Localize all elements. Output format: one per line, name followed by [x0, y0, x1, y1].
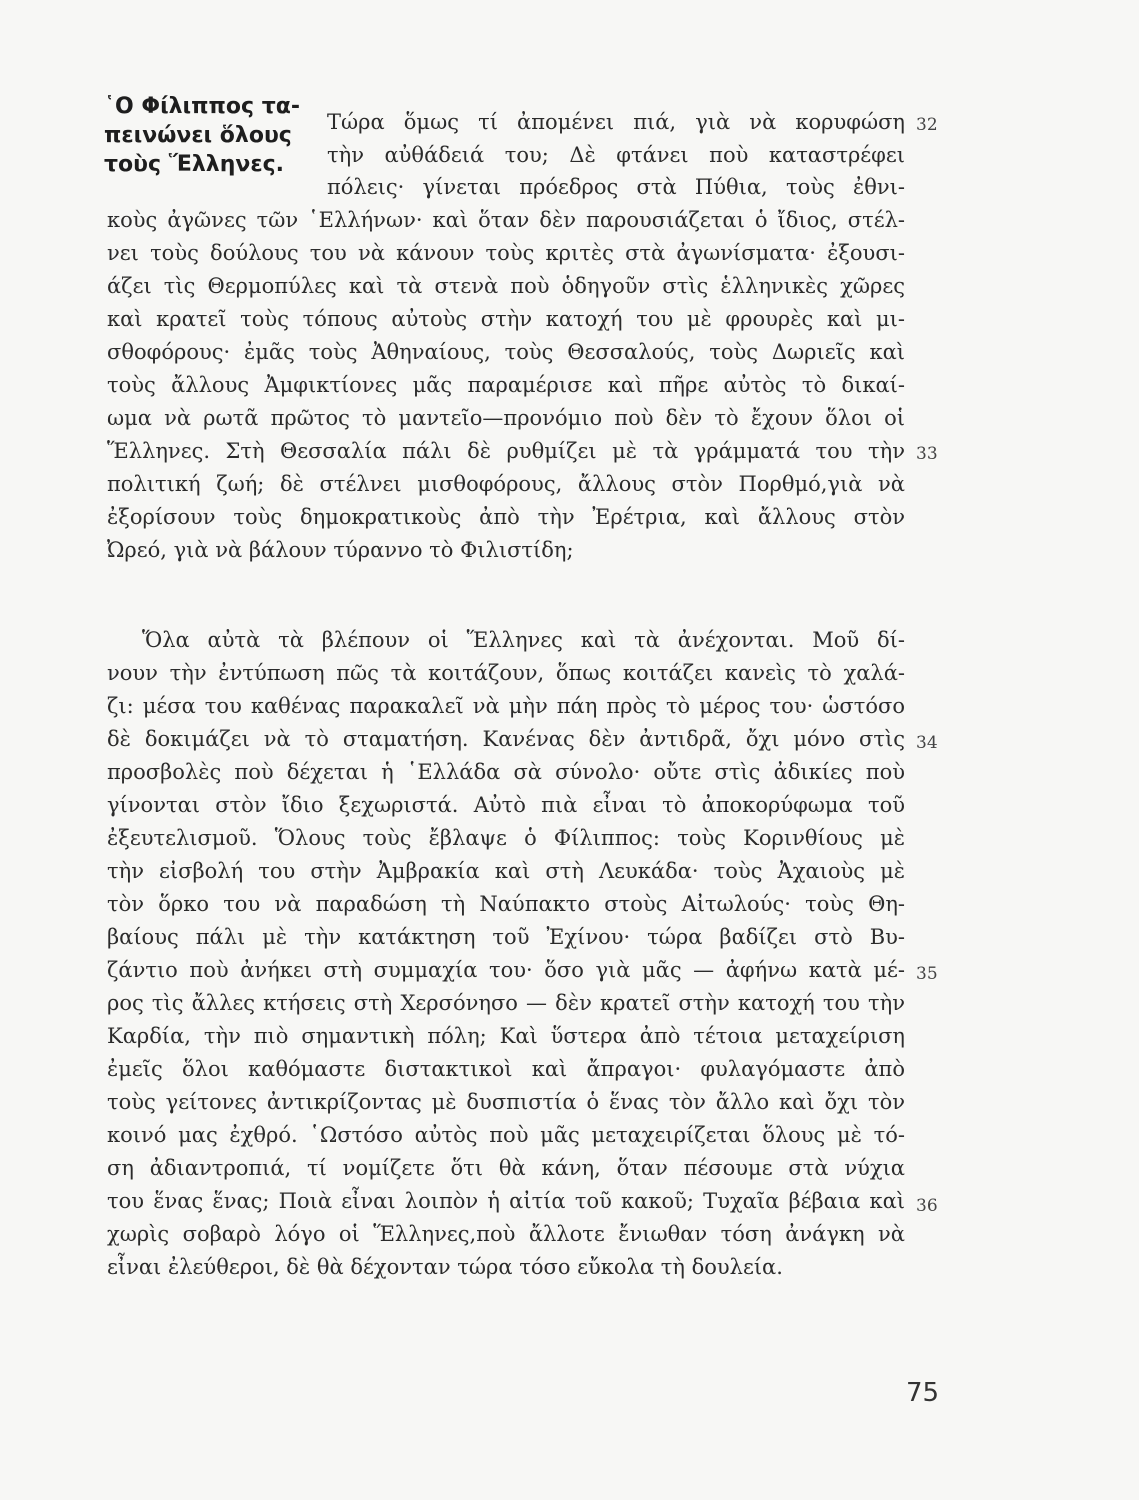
- text-line: βαίους πάλι μὲ τὴν κατάκτηση τοῦ Ἐχίνου· τώρα βαδίζει στὸ Βυ-: [107, 925, 905, 949]
- text-line: Καρδία, τὴν πιὸ σημαντικὴ πόλη; Καὶ ὕστερα ἀπὸ τέτοια μεταχείριση: [107, 1024, 905, 1048]
- text-line: προσβολὲς ποὺ δέχεται ἡ ῾Ελλάδα σὰ σύνολο· οὔτε στὶς ἀδικίες ποὺ: [107, 760, 905, 784]
- side-heading-line: ῾Ο Φίλιππος τα-: [104, 94, 301, 119]
- text-line: γίνονται στὸν ἴδιο ξεχωριστά. Αὐτὸ πιὰ εἶναι τὸ ἀποκορύφωμα τοῦ: [107, 793, 905, 817]
- text-line: νουν τὴν ἐντύπωση πῶς τὰ κοιτάζουν, ὅπως κοιτάζει κανεὶς τὸ χαλά-: [107, 661, 905, 685]
- side-heading-line: τοὺς Ἕλληνες.: [104, 152, 284, 177]
- text-line: τὴν αὐθάδειά του; Δὲ φτάνει ποὺ καταστρέφει: [327, 143, 905, 167]
- text-line: ρος τὶς ἄλλες κτήσεις στὴ Χερσόνησο — δὲν κρατεῖ στὴν κατοχή του τὴν: [107, 991, 905, 1015]
- text-line: Ἕλληνες. Στὴ Θεσσαλία πάλι δὲ ρυθμίζει μὲ τὰ γράμματά του τὴν: [107, 439, 905, 463]
- text-line: χωρὶς σοβαρὸ λόγο οἱ Ἕλληνες,ποὺ ἄλλοτε ἔνιωθαν τόση ἀνάγκη νὰ: [107, 1222, 905, 1246]
- margin-section-number: 32: [916, 115, 938, 135]
- text-line: κοινό μας ἐχθρό. ῾Ωστόσο αὐτὸς ποὺ μᾶς μεταχειρίζεται ὅλους μὲ τό-: [107, 1123, 905, 1147]
- text-line: ἐξευτελισμοῦ. Ὅλους τοὺς ἔβλαψε ὁ Φίλιππος: τοὺς Κορινθίους μὲ: [107, 826, 905, 850]
- text-line: ωμα νὰ ρωτᾶ πρῶτος τὸ μαντεῖο—προνόμιο ποὺ δὲν τὸ ἔχουν ὅλοι οἱ: [107, 406, 905, 430]
- margin-section-number: 36: [916, 1196, 938, 1216]
- text-line: άζει τὶς Θερμοπύλες καὶ τὰ στενὰ ποὺ ὁδηγοῦν στὶς ἑλληνικὲς χῶρες: [107, 274, 905, 298]
- text-line: τὸν ὅρκο του νὰ παραδώση τὴ Ναύπακτο στοὺς Αἰτωλούς· τοὺς Θη-: [107, 892, 905, 916]
- text-line: τοὺς ἄλλους Ἀμφικτίονες μᾶς παραμέρισε καὶ πῆρε αὐτὸς τὸ δικαί-: [107, 373, 905, 397]
- text-line: Ὠρεό, γιὰ νὰ βάλουν τύραννο τὸ Φιλιστίδη;: [107, 538, 574, 562]
- side-heading-line: πεινώνει ὅλους: [104, 123, 292, 148]
- text-line: δὲ δοκιμάζει νὰ τὸ σταματήση. Κανένας δὲν ἀντιδρᾶ, ὄχι μόνο στὶς: [107, 727, 905, 751]
- text-line: του ἕνας ἕνας; Ποιὰ εἶναι λοιπὸν ἡ αἰτία τοῦ κακοῦ; Τυχαῖα βέβαια καὶ: [107, 1189, 905, 1213]
- text-line: σθοφόρους· ἐμᾶς τοὺς Ἀθηναίους, τοὺς Θεσσαλούς, τοὺς Δωριεῖς καὶ: [107, 340, 905, 364]
- text-line: εἶναι ἐλεύθεροι, δὲ θὰ δέχονταν τώρα τόσο εὔκολα τὴ δουλεία.: [107, 1255, 783, 1279]
- text-line: Ὅλα αὐτὰ τὰ βλέπουν οἱ Ἕλληνες καὶ τὰ ἀνέχονται. Μοῦ δί-: [142, 628, 905, 652]
- text-line: ἐξορίσουν τοὺς δημοκρατικοὺς ἀπὸ τὴν Ἐρέτρια, καὶ ἄλλους στὸν: [107, 505, 905, 529]
- margin-section-number: 33: [916, 444, 938, 464]
- text-line: κοὺς ἀγῶνες τῶν ῾Ελλήνων· καὶ ὅταν δὲν παρουσιάζεται ὁ ἴδιος, στέλ-: [107, 208, 905, 232]
- text-line: νει τοὺς δούλους του νὰ κάνουν τοὺς κριτὲς στὰ ἀγωνίσματα· ἐξουσι-: [107, 241, 905, 265]
- text-line: ση ἀδιαντροπιά, τί νομίζετε ὅτι θὰ κάνη, ὅταν πέσουμε στὰ νύχια: [107, 1156, 905, 1180]
- page-number: 75: [906, 1378, 940, 1408]
- margin-section-number: 35: [916, 964, 938, 984]
- text-line: πόλεις· γίνεται πρόεδρος στὰ Πύθια, τοὺς ἐθνι-: [327, 175, 905, 199]
- text-line: ζάντιο ποὺ ἀνήκει στὴ συμμαχία του· ὅσο γιὰ μᾶς — ἀφήνω κατὰ μέ-: [107, 958, 905, 982]
- text-line: ἐμεῖς ὅλοι καθόμαστε διστακτικοὶ καὶ ἄπραγοι· φυλαγόμαστε ἀπὸ: [107, 1057, 905, 1081]
- text-line: πολιτική ζωή; δὲ στέλνει μισθοφόρους, ἄλλους στὸν Πορθμό,γιὰ νὰ: [107, 472, 905, 496]
- text-line: καὶ κρατεῖ τοὺς τόπους αὐτοὺς στὴν κατοχή του μὲ φρουρὲς καὶ μι-: [107, 307, 905, 331]
- side-heading: [104, 92, 314, 179]
- text-line: Τώρα ὅμως τί ἀπομένει πιά, γιὰ νὰ κορυφώση: [327, 110, 905, 134]
- text-line: τὴν εἰσβολή του στὴν Ἀμβρακία καὶ στὴ Λευκάδα· τοὺς Ἀχαιοὺς μὲ: [107, 859, 905, 883]
- margin-section-number: 34: [916, 733, 938, 753]
- text-line: τοὺς γείτονες ἀντικρίζοντας μὲ δυσπιστία ὁ ἕνας τὸν ἄλλο καὶ ὄχι τὸν: [107, 1090, 905, 1114]
- text-line: ζι: μέσα του καθένας παρακαλεῖ νὰ μὴν πάη πρὸς τὸ μέρος του· ὡστόσο: [107, 694, 905, 718]
